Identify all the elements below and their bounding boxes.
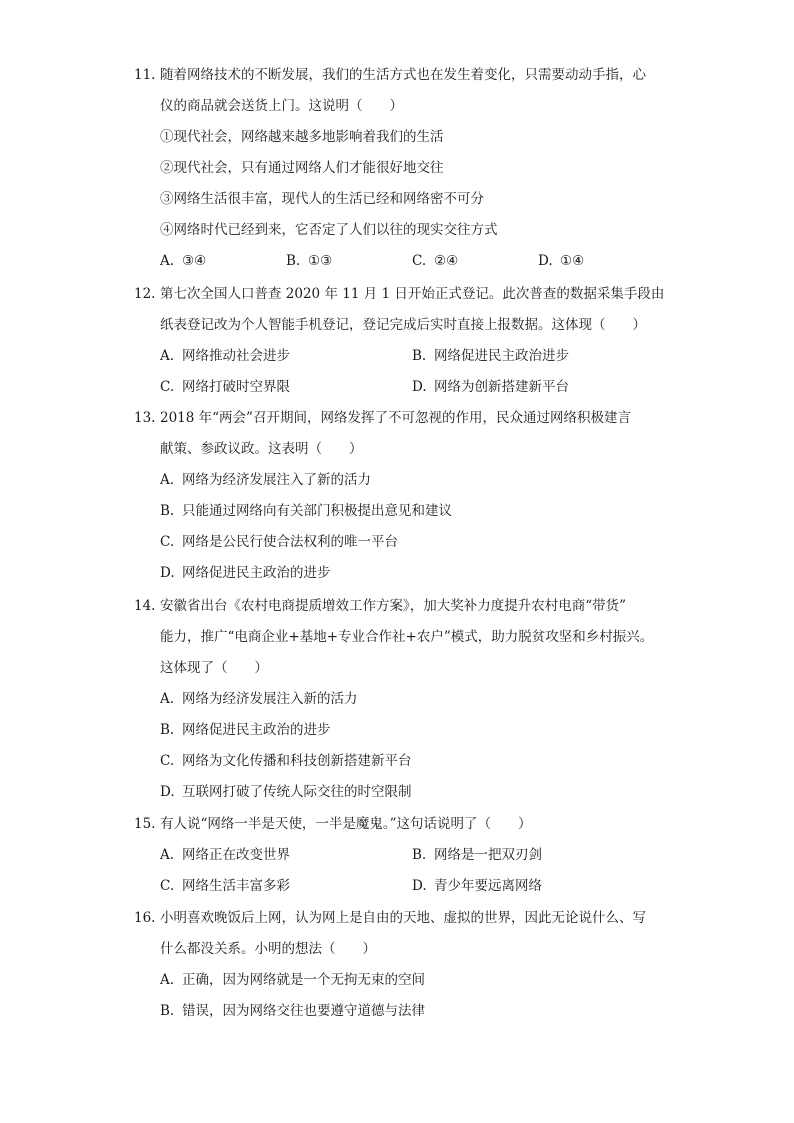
option-text: 网络促进民主政治进步 (434, 348, 569, 364)
option-text: 网络是公民行使合法权利的唯一平台 (182, 534, 398, 550)
option-letter: C. (160, 534, 175, 550)
option-text: 网络促进民主政治的进步 (182, 565, 331, 581)
option-d (412, 372, 569, 403)
option-letter: C. (160, 753, 175, 769)
option-letter: A. (160, 847, 175, 863)
question-stem-line (134, 591, 664, 622)
option-letter: B. (160, 722, 175, 738)
option-d (538, 246, 584, 277)
statement-item: ②现代社会，只有通过网络人们才能很好地交往 (160, 160, 444, 176)
option-a (160, 341, 290, 372)
option-a (160, 246, 206, 277)
option-text: 网络正在改变世界 (182, 847, 290, 863)
option-text: ③④ (182, 253, 207, 269)
option-a (160, 684, 664, 715)
option-letter: B. (412, 847, 427, 863)
question-stem-line (134, 403, 664, 434)
question-number: 11. (134, 67, 156, 83)
statement-item: ③网络生活很丰富，现代人的生活已经和网络密不可分 (160, 191, 484, 207)
question-stem-continuation: 献策、参政议政。这表明（ ） (160, 441, 363, 457)
option-letter: A. (160, 691, 175, 707)
option-text: 网络促进民主政治的进步 (182, 722, 331, 738)
question-stem-line (134, 60, 664, 91)
option-text: 网络为经济发展注入新的活力 (182, 691, 358, 707)
option-letter: A. (160, 348, 175, 364)
option-text: 网络为经济发展注入了新的活力 (182, 472, 371, 488)
question-stem: 小明喜欢晚饭后上网，认为网上是自由的天地、虚拟的世界，因此无论说什么、写 (160, 910, 646, 926)
question-stem: 安徽省出台《农村电商提质增效工作方案》，加大奖补力度提升农村电商“带货” (160, 598, 627, 614)
question-number: 14. (134, 598, 156, 614)
option-letter: A. (160, 253, 175, 269)
option-text: 只能通过网络向有关部门积极提出意见和建议 (182, 503, 452, 519)
option-text: ②④ (434, 253, 459, 269)
question-stem-line (134, 279, 664, 310)
question-stem: 随着网络技术的不断发展，我们的生活方式也在发生着变化，只需要动动手指，心 (160, 67, 646, 83)
option-text: ①④ (560, 253, 585, 269)
option-text: 互联网打破了传统人际交往的时空限制 (182, 784, 412, 800)
option-letter: A. (160, 972, 175, 988)
question-stem-continuation: 什么都没关系。小明的想法（ ） (160, 941, 376, 957)
question-number: 12. (134, 286, 156, 302)
option-text: 正确，因为网络就是一个无拘无束的空间 (182, 972, 425, 988)
option-text: 青少年要远离网络 (434, 878, 542, 894)
option-letter: C. (412, 253, 427, 269)
option-text: 网络打破时空界限 (182, 379, 290, 395)
question-stem: 有人说“网络一半是天使，一半是魔鬼。”这句话说明了（ ） (160, 816, 532, 832)
question-stem: 第七次全国人口普查 2020 年 11 月 1 日开始正式登记。此次普查的数据采集手段由 (160, 286, 665, 302)
option-c (160, 372, 290, 403)
option-a (160, 965, 664, 996)
option-b (160, 715, 664, 746)
option-letter: D. (160, 565, 175, 581)
question-stem-continuation: 仪的商品就会送货上门。这说明（ ） (160, 98, 403, 114)
option-letter: B. (160, 1003, 175, 1019)
option-letter: D. (160, 784, 175, 800)
option-c (160, 871, 290, 902)
option-text: 错误，因为网络交往也要遵守道德与法律 (182, 1003, 425, 1019)
question-13 (134, 403, 664, 589)
question-number: 16. (134, 910, 156, 926)
question-11 (134, 60, 664, 277)
option-letter: A. (160, 472, 175, 488)
question-stem-continuation: 能力，推广“电商企业+基地+专业合作社+农户”模式，助力脱贫攻坚和乡村振兴。 (160, 629, 654, 645)
option-letter: D. (412, 379, 427, 395)
option-letter: D. (412, 878, 427, 894)
option-text: 网络生活丰富多彩 (182, 878, 290, 894)
question-stem-line (134, 903, 664, 934)
option-text: 网络为创新搭建新平台 (434, 379, 569, 395)
question-12 (134, 279, 664, 403)
option-a (160, 465, 664, 496)
option-letter: C. (160, 379, 175, 395)
option-c (412, 246, 458, 277)
option-text: 网络为文化传播和科技创新搭建新平台 (182, 753, 412, 769)
option-letter: B. (412, 348, 427, 364)
options-row (160, 341, 664, 372)
option-c (160, 746, 664, 777)
question-number: 13. (134, 410, 156, 426)
option-d (160, 777, 664, 808)
option-b (412, 341, 569, 372)
options-row (160, 871, 664, 902)
question-number: 15. (134, 816, 156, 832)
option-b (286, 246, 332, 277)
option-letter: B. (160, 503, 175, 519)
statement-item: ①现代社会，网络越来越多地影响着我们的生活 (160, 129, 444, 145)
options-row (160, 246, 664, 277)
question-stem-continuation: 这体现了（ ） (160, 660, 268, 676)
question-stem-line (134, 809, 664, 840)
option-text: ①③ (308, 253, 333, 269)
option-d (412, 871, 542, 902)
question-16 (134, 903, 664, 1027)
option-text: 网络是一把双刃剑 (434, 847, 542, 863)
options-row (160, 372, 664, 403)
options-row (160, 840, 664, 871)
option-letter: D. (538, 253, 553, 269)
option-a (160, 840, 290, 871)
option-b (160, 496, 664, 527)
statement-item: ④网络时代已经到来，它否定了人们以往的现实交往方式 (160, 222, 498, 238)
option-letter: B. (286, 253, 301, 269)
question-stem-continuation: 纸表登记改为个人智能手机登记，登记完成后实时直接上报数据。这体现（ ） (160, 317, 646, 333)
option-b (412, 840, 542, 871)
question-14 (134, 591, 664, 808)
question-15 (134, 809, 664, 902)
option-text: 网络推动社会进步 (182, 348, 290, 364)
question-stem: 2018 年“两会”召开期间，网络发挥了不可忽视的作用，民众通过网络积极建言 (160, 410, 631, 426)
option-c (160, 527, 664, 558)
option-d (160, 558, 664, 589)
option-b (160, 996, 664, 1027)
option-letter: C. (160, 878, 175, 894)
